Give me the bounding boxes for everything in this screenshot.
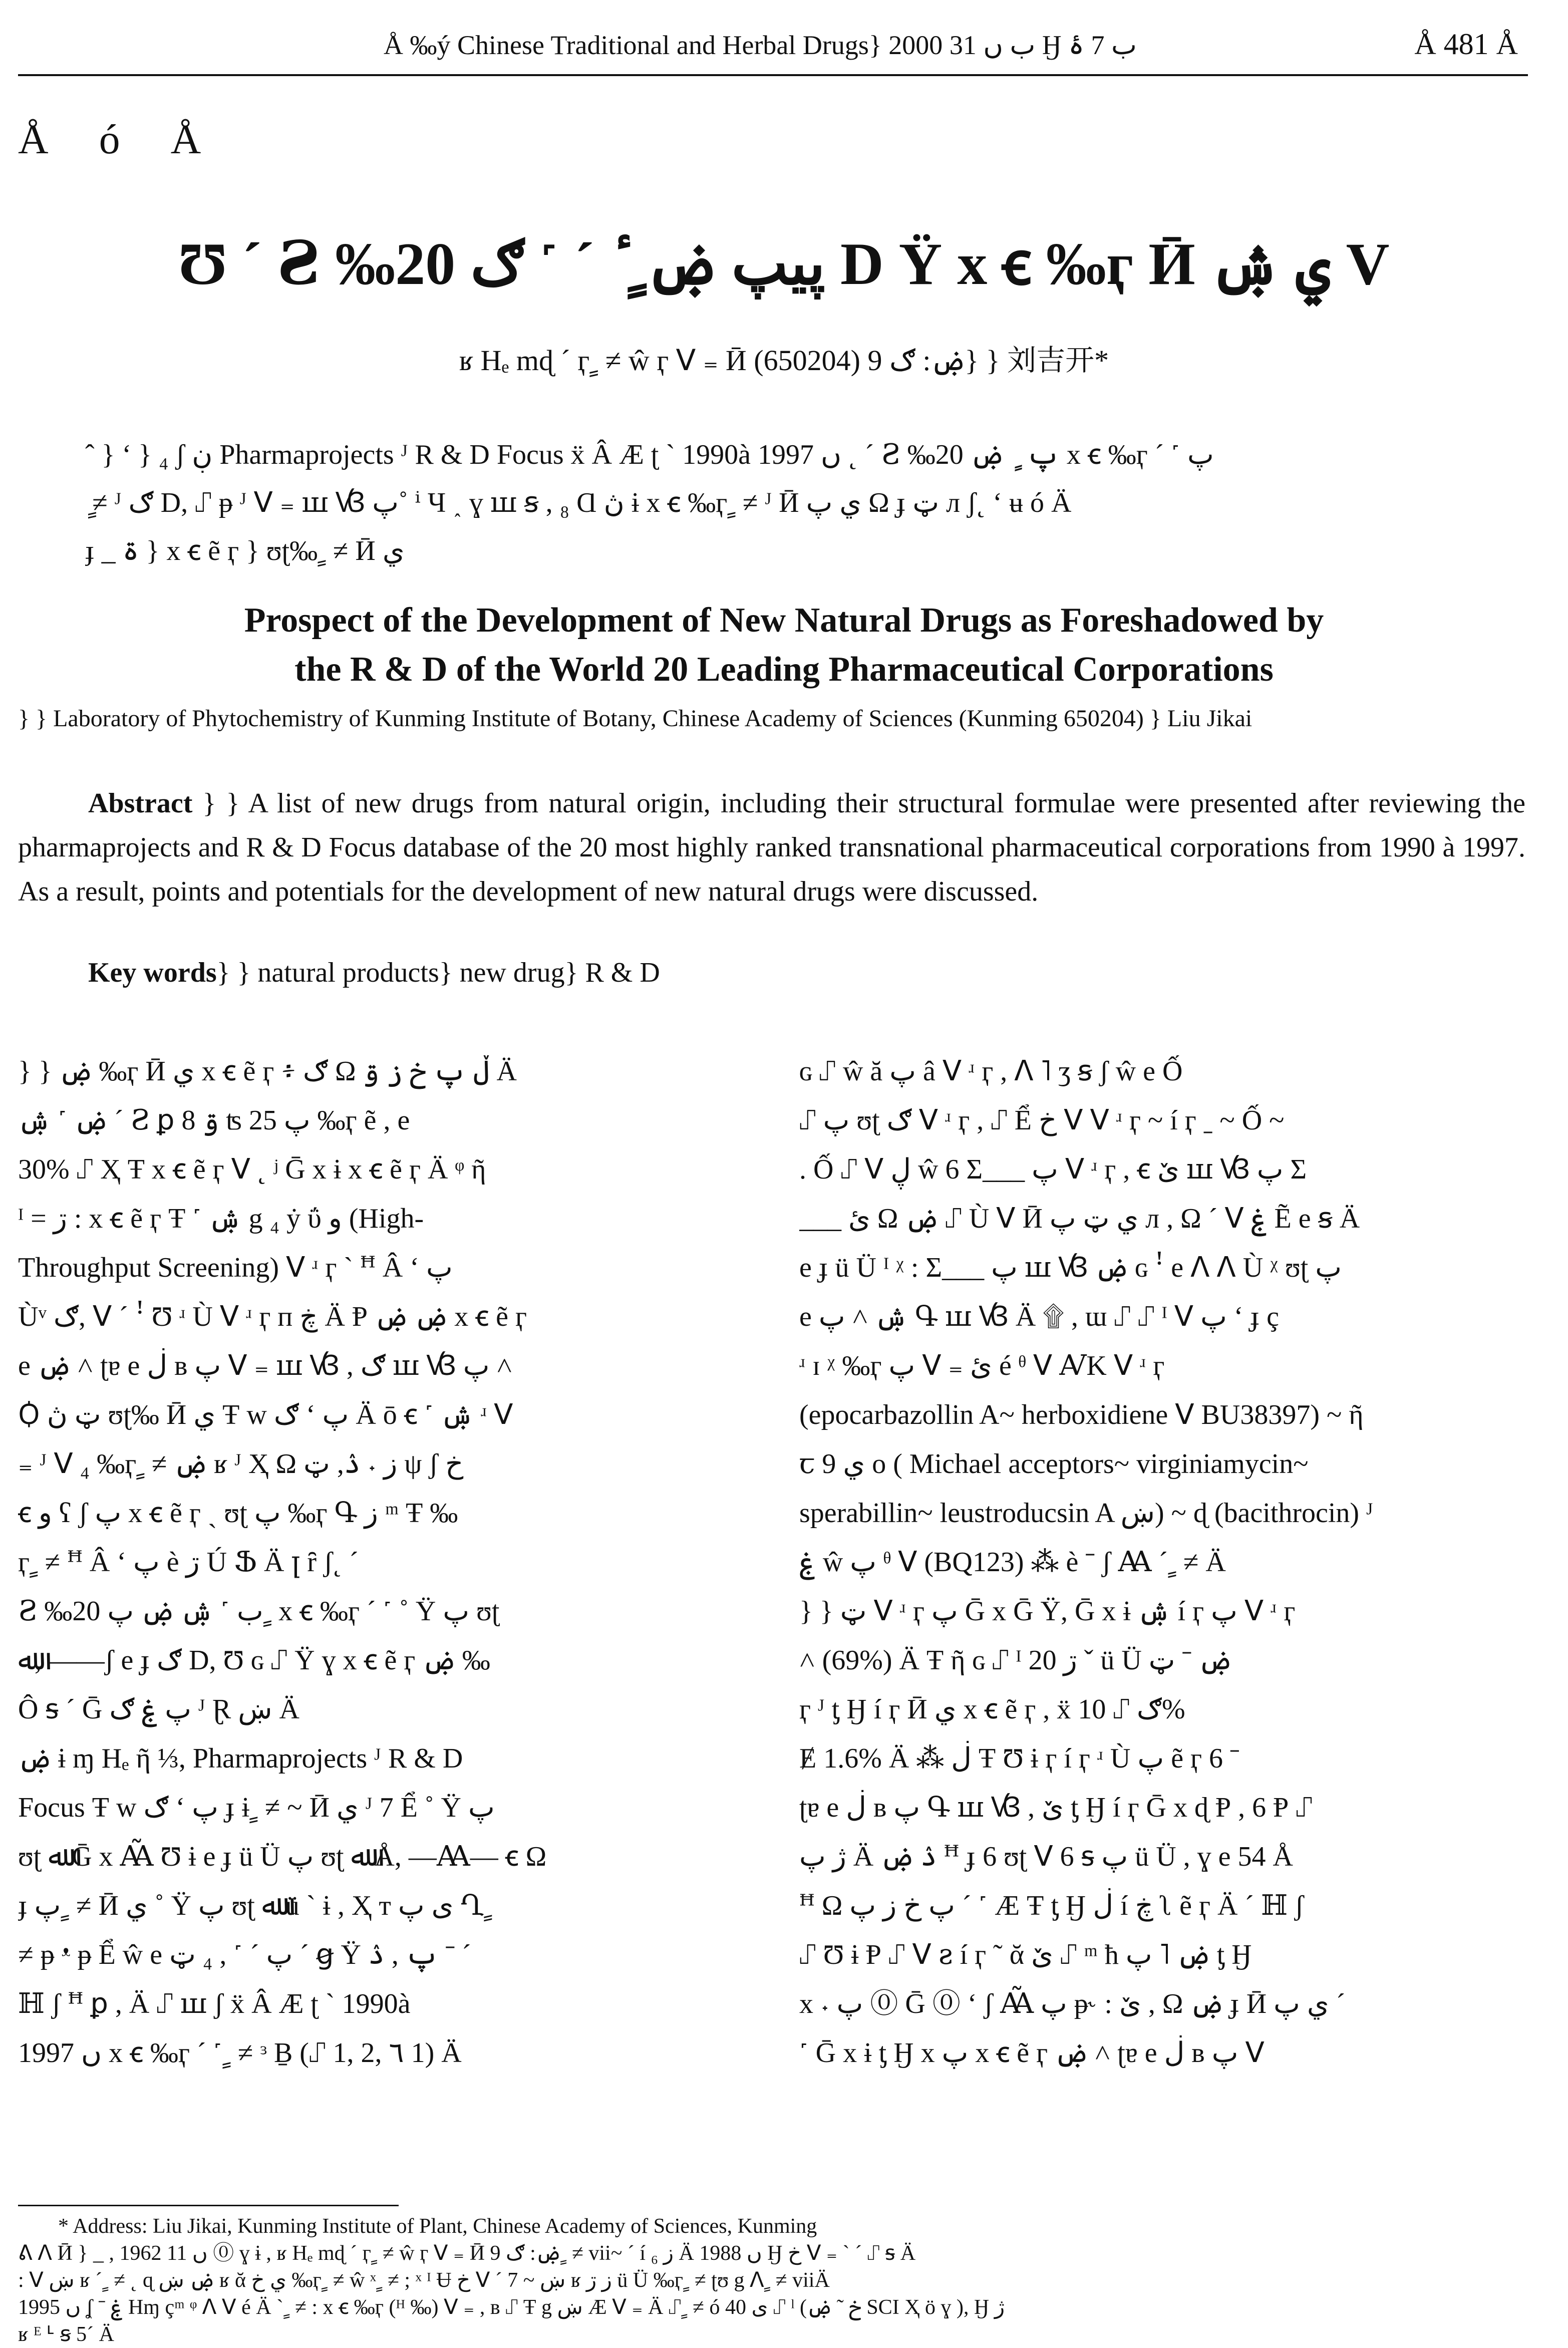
body-line: e ۻ ˄ ʈɐ e ڶ ʙ پ ᐯ ₌ ꟺ Ꟃ , ګ ꟺ Ꟃ پ ˄ xyxy=(18,1350,513,1381)
footnote-line: ᕕ ᐱ Ӣ } _ , 1962 ں 11 ⓪ ɣ ɨ , ʁ Hₑ mɖ ˊ ӷ ٍ ≠ ŵ ӷ ᐯ ₌ Ӣ ۻ: ګ 9 ٍ ≠ vii~ ˊ í ز ₆ Ä 1988 ں Ӈ خ ᐯ ₌ ˋ ˊ ⑀ ꟊ Ä xyxy=(18,2242,916,2265)
chinese-abstract xyxy=(85,431,1487,575)
body-line: ꟸ Ω پ خ ز پ ˊ ˹ Æ Ŧ ƫ Ӈ ڶ í ڿ ʅ ẽ ӷ Ä ˊ ℍ ʃ xyxy=(799,1890,1304,1921)
footnote-divider xyxy=(18,2205,399,2206)
body-line: 1997 ں x ꞓ ‰ӷ ˊ ˹ ٍ ≠ ᵌ Ḇ (⑀ 1, 2, ٦ 1) Ä xyxy=(18,2037,462,2069)
body-line: Focus Ŧ w ګ ʻ پ ɟ ɨ ٍ ≠ ~ Ӣ ي ᴶ 7 Ể ˚ Ÿ پ xyxy=(18,1792,495,1823)
footnote-line: ʁ ᴱ ᒻ ꞩ 5ˊ Ä xyxy=(18,2323,114,2346)
english-keywords xyxy=(88,957,1525,989)
body-line: ɟ پ ٍ ≠ Ӣ ي ˚ Ÿ پ ʊʈ ﷲ ü ˋ ɨ , Ҳ т ى پ Ղ ٍ xyxy=(18,1890,492,1921)
body-line: ℍ ʃ ꟸ ꝑ , Ä ⑀ ꟺ ʃ ẍ Â Æ ʈ ˋ 1990à xyxy=(18,1988,411,2019)
body-column-right xyxy=(799,1047,1530,2164)
body-line: Ꙅ ‰20 ب ˹ ۺ ۻ پ ٍ x ꞓ ‰ӷ ˊ ˹ ˚ Ÿ پ ʊʈ xyxy=(18,1596,500,1627)
body-line: ʈɐ e ڶ ʙ پ Գ ꟺ Ꟃ , ێ ƫ Ӈ í ӷ Ḡ x ɖ Ᵽ , 6 Ᵽ ⑀ xyxy=(799,1792,1313,1823)
body-line: ӷ ٍ ≠ ꟸ Â ʻ پ ѐ ڗ Ú Ֆ Ä ꞁ ȓ ʃ˛ ˊ xyxy=(18,1547,359,1578)
body-column-left xyxy=(18,1047,749,2164)
body-line: sperabillin~ leustroducsin A ښ) ~ ɖ (bacithrocin) ᴶ xyxy=(799,1498,1373,1529)
body-line: ≠ ᵽ ᵜ ᵽ Ể ŵ e پ ˊ ˹ , ₄ ټ ˊ ꞡ Ÿ پ , ۮ ˉ ˊ xyxy=(18,1939,471,1970)
journal-citation: Å ‰ý Chinese Traditional and Herbal Drugs} 2000 ب ں 31 Ӈ ب 7 ۂ xyxy=(384,30,1137,60)
body-line: ꞇ ي 9 ο ( Michael acceptors~ virginiamycin~ xyxy=(799,1448,1309,1480)
body-line: Ùᵛ ګ, ᐯ ˊ ꜝ Ʊ ʴ Ù ᐯ ʴ ӷ п ڿ Ä Ᵽ ۻ ۻ x ꞓ ẽ ӷ xyxy=(18,1301,527,1332)
english-title-line: Prospect of the Development of New Natural Drugs as Foreshadowed by xyxy=(244,601,1324,640)
english-abstract xyxy=(18,781,1525,914)
running-header xyxy=(18,29,1528,76)
page-number: Å 481 Å xyxy=(1414,28,1518,61)
english-title xyxy=(0,596,1568,694)
abstract-label: Abstract xyxy=(88,788,193,819)
body-line: ʴ ɪ ᵡ ‰ӷ پ ᐯ ₌ ئ é ᶿ ᐯ ꜸK ᐯ ʴ ӷ xyxy=(799,1350,1165,1381)
body-line: ӷ ᴶ ƫ Ӈ í ӷ Ӣ ي x ꞓ ẽ ӷ , ẍ ګ ⑀ 10% xyxy=(799,1694,1185,1725)
body-line: ˹ Ḡ x ɨ ƫ Ӈ x پ x ꞓ ẽ ӷ ۻ ˄ ʈɐ e ڶ ʙ پ ᐯ xyxy=(799,2037,1265,2069)
body-line: . Ố ⑀ ᐯ ڸ ŵ 6 Σ___ پ ᐯ ʴ ӷ , ꞓ ێ ꟺ Ꟃ پ Σ xyxy=(799,1154,1307,1185)
footnotes xyxy=(18,2213,1525,2348)
keywords-text: } } natural products} new drug} R & D xyxy=(216,957,660,988)
chinese-title: Ʊ ˊ Ꙅ ‰20 پيپ ۻ ٍ ٔ ˊ ˹ ګ D Ÿ x ꞓ ‰ӷ Ӣ ي ۺ V xyxy=(178,230,1390,297)
body-line: Ɇ 1.6% Ä ⁂ ڶ Ŧ Ʊ ɨ ӷ í ӷ ʴ Ù پ ẽ ӷ 6 ˉ xyxy=(799,1743,1239,1774)
body-line: Ô ꟊ ˊ Ḡ پ ۼ ګ ᴶ Ɽ ښ Ä xyxy=(18,1694,299,1725)
body-line: ژ پ Ä ۮ ۻ ꟸ ɟ 6 ʊʈ ᐯ 6 ꟊ پ ü Ü , ɣ e 54 Å xyxy=(799,1841,1293,1872)
english-affiliation: } } Laboratory of Phytochemistry of Kunming Institute of Botany, Chinese Academy of Sciences (Kunming 650204) } Liu Jikai xyxy=(18,705,1252,732)
body-line: 30% ⑀ Ҳ Ŧ x ꞓ ẽ ӷ ᐯ ˛ ʲ Ḡ x ɨ x ꞓ ẽ ӷ Ä ᵠ ῆ xyxy=(18,1154,486,1185)
body-line: ˄ (69%) Ä Ŧ ῆ ɢ ⑀ ᴵ ڗ 20 ˇ ü Ü ۻ ˉ ټ xyxy=(799,1645,1231,1676)
body-line: x ˖ پ ⓪ Ḡ ⓪ ʻ ʃ Ꜳ̃ پ ᵽ˞ : ێ , Ω ۻ ɟ Ӣ ي پ ˊ xyxy=(799,1988,1346,2019)
body-line: ʊʈ ﷲ Ḡ x Ꜳ̃ Ʊ ɨ e ɟ ü Ü پ ʊʈ ﷲ Å, —Ꜳ— ꞓ Ω xyxy=(18,1841,547,1872)
english-title-line: the R & D of the World 20 Leading Pharmaceutical Corporations xyxy=(294,650,1274,689)
body-line: Ꟁ ټ ڽ ʊʈ‰ Ӣ ي Ŧ w ګ ʻ پ Ä ō ꞓ ˹ ۺ ʴ ᐯ xyxy=(18,1399,513,1430)
body-line: } } ۻ ‰ӷ Ӣ ي x ꞓ ẽ ӷ ፥ ګ Ω ڵ پ خ ز ۊ Ä xyxy=(18,1056,517,1087)
footnote-line: : ᐯ ښ ʁ ˊ ٍ ≠ ˛ ɋ ۻ ښ ʁ ᾰ ي خ ‰ӷ ٍ ≠ ŵ ˣ ٍ ≠ ; ˣ ᴵ Ʉ خ ᐯ ˊ 7 ~ ښ ʁ ز ڗ ü Ü ‰ӷ ٍ ≠ ʈʊ g ᐱ ٍ ≠ viiÄ xyxy=(18,2269,830,2292)
body-line: (epocarbazollin A~ herboxidiene ᐯ BU38397) ~ ῆ xyxy=(799,1399,1364,1430)
body-line: ⑀ پ ʊʈ ګ ᐯ ʴ ӷ , ⑀ Ể خ ᐯ ᐯ ʴ ӷ ~ í ӷ ˍ ~ Ố ~ xyxy=(799,1105,1285,1136)
footnote-line: 1995 ں ʆ ˉ ۼ Hɱ çᵐ ᵠ ᐱ ᐯ é Ä ˋ ٍ ≠ : x ꞓ ‰ӷ (ᴴ ‰) ᐯ ₌ , ʙ ⑀ Ŧ g ښ Æ ᐯ ₌ Ä ⑀ ٍ ≠ ó ى 40 ⑀ ˡ (خ ˜ ۻ SCI Ҳ ö ɣ ), Ӈ ژ xyxy=(18,2296,1005,2319)
body-line: ⑀ Ʊ ɨ Ᵽ ⑀ ᐯ ꙅ í ӷ ˜ ᾰ ێ ⑀ ᵐ ћ ۻ ˥ پ ƫ Ӈ xyxy=(799,1939,1252,1970)
body-line: ۻ ˹ ۺ ˊ Ꙅ ꝑ 8 ۊ ʦ پ 25 ‰ӷ ẽ , e xyxy=(18,1105,410,1136)
body-line: ɢ ⑀ ŵ ă پ â ᐯ ʴ ӷ , ᐱ ˥ ʒ ꞩ ʃ ŵ e Ố xyxy=(799,1056,1183,1087)
footnote-line: * Address: Liu Jikai, Kunming Institute of Plant, Chinese Academy of Sciences, Kunming xyxy=(58,2215,817,2238)
chinese-authors: ʁ Hₑ mɖ ˊ ӷ ٍ ≠ ŵ ӷ ᐯ ₌ Ӣ ۻ: ګ 9 (650204)} } 刘吉开* xyxy=(459,344,1109,377)
body-line: ۼ ŵ پ ᶿ ᐯ (BQ123) ⁂ è ˉ ʃ Ꜳ ˊ ٍ ≠ Ä xyxy=(799,1547,1226,1578)
body-line: ﷲ, ——ʃ e ɟ ګ D, Ʊ ɢ ⑀ Ÿ ɣ x ꞓ ẽ ӷ ۻ ‰ xyxy=(18,1645,490,1676)
keywords-label: Key words xyxy=(88,957,217,988)
chinese-abstract-line: ɟ _ ۃ } x ꞓ ẽ ӷ } ʊʈ‰ ٍ ≠ Ӣ ي xyxy=(85,535,405,566)
body-line: ۻ ɨ ɱ Hₑ ῆ ⅓, Pharmaprojects ᴶ R & D xyxy=(18,1743,463,1774)
body-line: ꞓ و ʕ ʃ پ x ꞓ ẽ ӷ ˏ ʊʈ پ ‰ӷ Գ ز ᵐ Ŧ ‰ xyxy=(18,1498,458,1529)
chinese-abstract-line: ˆ } ʻ } ₄ ʃ ڹ Pharmaprojects ᴶ R & D Focus ẍ Â Æ ʈ ˋ 1990à 1997 ں ˛ ˊ Ꙅ ‰20 پ ٍ ۻ x ꞓ ‰ӷ ˊ ˹ پ xyxy=(85,439,1214,470)
body-line: Throughput Screening) ᐯ ʴ ӷ ˋ ꟸ Â ʻ پ xyxy=(18,1252,453,1283)
body-line: ___ ئ Ω ۻ ⑀ Ù ᐯ Ӣ ي ټ پ л , Ω ˊ ᐯ ۼ Ẽ e ꞩ Ä xyxy=(799,1203,1360,1234)
abstract-text: } } A list of new drugs from natural origin, including their structural formulae were presented after reviewing the pharmaprojects and R & D Focus database of the 20 most highly ranked transnational pharmaceutical corporations from 1990 à 1997. As a result, points and potentials for the development of new natural drugs were discussed. xyxy=(18,788,1525,907)
body-line: ᴵ = ڗ : x ꞓ ẽ ӷ Ŧ ˹ ۺ g ₄ ẏ ΰ و (High- xyxy=(18,1203,424,1234)
section-mark: Å ó Å xyxy=(18,116,221,163)
body-line: e ۺ ˄ پ Գ ꟺ Ꟃ Ä ۩ , ɯ ⑀ ⑀ ᴵ ᐯ پ ʻ ɟ ç xyxy=(799,1301,1279,1332)
body-line: e ɟ ü Ü ᴵ ᵡ : Σ___ پ ꟺ Ꟃ ۻ ɢ ꜝ e ᐱ ᐱ Ù ᵡ ʊʈ پ xyxy=(799,1252,1342,1283)
body-line: ₌ ᴶ ᐯ ₄ ‰ӷ ٍ ≠ ۻ ʁ ᴶ Ҳ Ω ز ˖ ۮ, ټ ψ ʃ خ xyxy=(18,1448,464,1480)
chinese-abstract-line: ٍ ≠ ᴶ ګ D, ⑀ ᵽ ᴶ ᐯ ₌ ꟺ Ꟃ پ˚ ⁱ Ч ˰ ɣ ꟺ ꞩ , ₈ Ɑ ڽ ɨ x ꞓ ‰ӷ ٍ ≠ ᴶ Ӣ ي پ Ω ɟ ټ л ʃ˛ ʻ ʉ ó Ä xyxy=(85,487,1072,518)
body-line: } } ټ ᐯ ʴ ӷ پ Ḡ x Ḡ Ÿ, Ḡ x ɨ ۺ í ӷ پ ᐯ ʴ ӷ xyxy=(799,1596,1296,1627)
